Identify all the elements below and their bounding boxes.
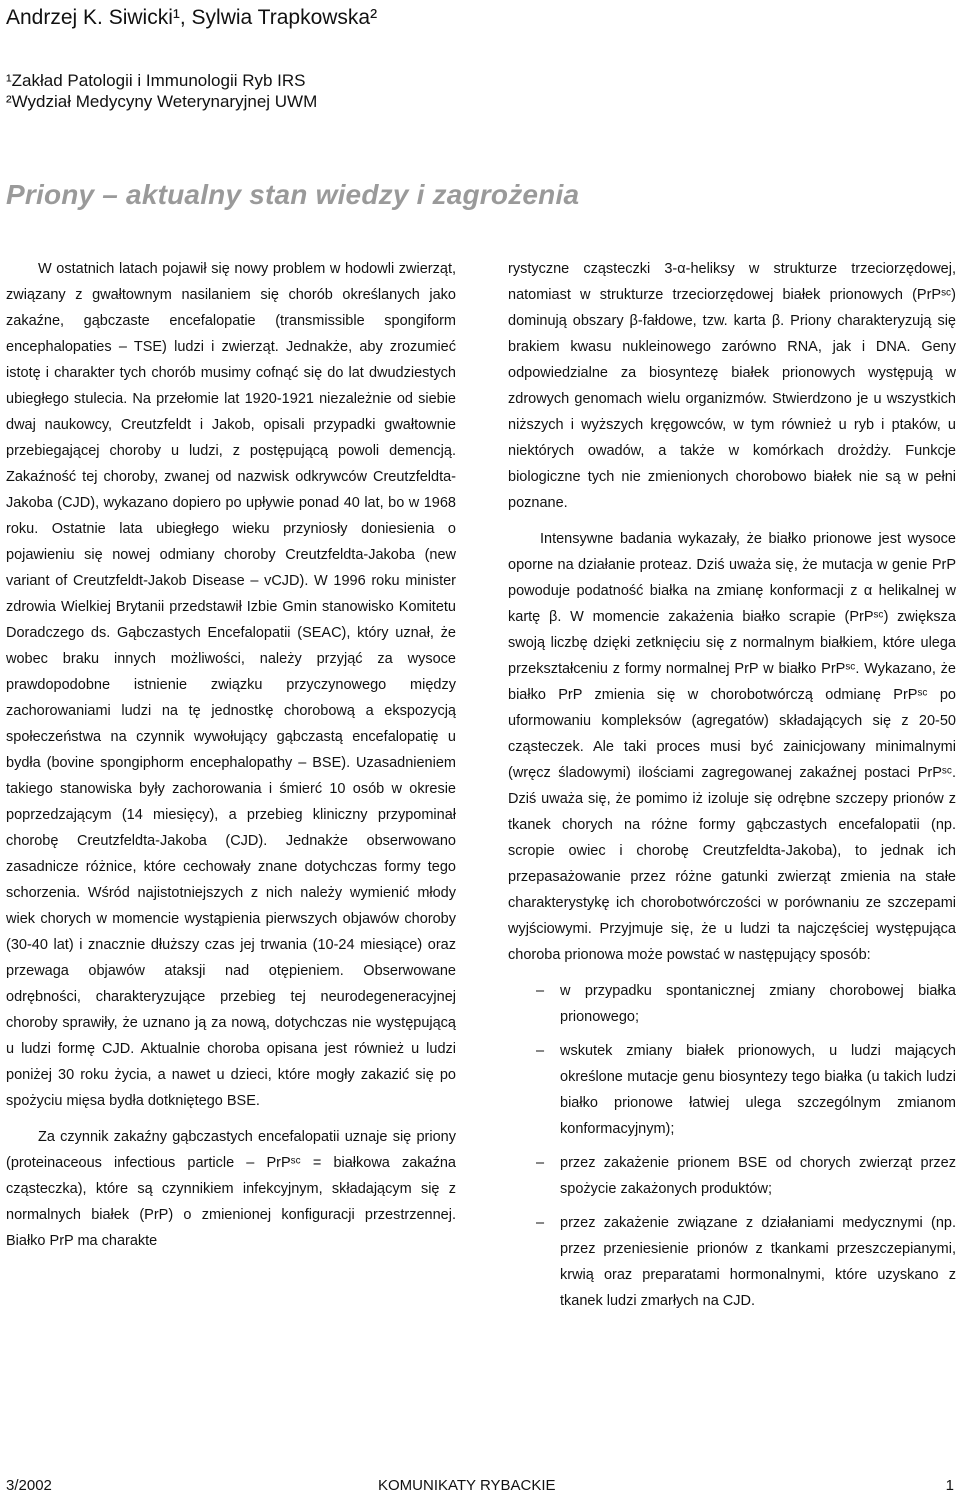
list-item [508,1150,956,1202]
dash-marker: – [536,1215,545,1231]
dash-marker: – [536,1043,545,1059]
list-item-text: przez zakażenie związane z działaniami medycznymi (np. przez przeniesienie prionów z tkankami przeszczepianymi, krwią oraz preparatami hormonalnymi, które uzyskano z tkanek ludzi zmarłych na CJD. [560,1215,956,1309]
affiliation-2: ²Wydział Medycyny Weterynaryjnej UWM [6,92,318,111]
list-item-text: wskutek zmiany białek prionowych, u ludzi mających określone mutacje genu biosyntezy tego białka (u takich ludzi białko prionowe łatwiej ulega szczególnym zmianom konformacyjnym); [560,1043,956,1137]
page-number: 1 [945,1477,954,1494]
issue-number: 3/2002 [6,1477,52,1494]
dash-marker: – [536,983,545,999]
paragraph: W ostatnich latach pojawił się nowy problem w hodowli zwierząt, związany z gwałtownym nasilaniem się chorób określanych jako zakaźne, gąbczaste encefalopatie (transmissible spongiform encephalopaties – TSE) ludzi i zwierząt. Jednakże, aby zrozumieć istotę i charakter tych chorób musimy cofnąć się do lat dwudziestych ubiegłego stulecia. Na przełomie lat 1920-1921 niezależnie od siebie dwaj naukowcy, Creutzfeldt i Jakob, opisali przypadki gwałtownie przebiegającej choroby u ludzi, z postępującą powoli demencją. Zakaźność tej choroby, zwanej od nazwisk odkrywców Creutzfeldta-Jakoba (CJD), wykazano dopiero po upływie ponad 40 lat, bo w 1968 roku. Ostatnie lata ubiegłego wieku przyniosły doniesienia o pojawieniu się nowej odmiany choroby Creutzfeldta-Jakoba (new variant of Creutzfeldt-Jakob Disease – vCJD). W 1996 roku minister zdrowia Wielkiej Brytanii przedstawił Izbie Gmin stanowisko Komitetu Doradczego ds. Gąbczastych Encefalopatii (SEAC), który uznał, że wobec braku innych możliwości, należy przyjąć za wysoce prawdopodobne istnienie związku przyczynowego między zachorowaniami ludzi na tę jednostkę chorobową a ekspozycją społeczeństwa na czynnik wywołujący gąbczastą encefalopatię u bydła (bovine spongiphorm encephalopathy – BSE). Uzasadnieniem takiego stanowiska były zachorowania i śmierć 10 osób w okresie poprzedzającym (14 miesięcy), a przebieg kliniczny przypominał chorobę Creutzfeldta-Jakoba (CJD). Jednakże obserwowano zasadnicze różnice, które cechowały znane dotychczas formy tego schorzenia. Wśród najistotniejszych z nich należy wymienić młody wiek chorych w momencie wystąpienia pierwszych objawów choroby (30-40 lat) i znacznie dłuższy czas jej trwania (10-24 miesiące) oraz przewaga objawów ataksji nad otępieniem. Obserwowane odrębności, charakteryzujące przebieg tej neurodegeneracyjnej choroby sprawiły, że uznano ją za nową, dotychczas nie występującą u ludzi formę CJD. Aktualnie choroba opisana jest również u ludzi poniżej 30 roku życia, a nawet u dzieci, które mogły zakazić się po spożyciu mięsa bydła dotkniętego BSE. [6,261,456,1109]
left-column [6,256,456,1254]
list-item-text: przez zakażenie prionem BSE od chorych zwierząt przez spożycie zakażonych produktów; [560,1155,956,1197]
journal-name: KOMUNIKATY RYBACKIE [378,1477,556,1494]
paragraph: Za czynnik zakaźny gąbczastych encefalopatii uznaje się priony (proteinaceous infectious particle – PrPˢᶜ = białkowa zakaźna cząsteczka), które są czynnikiem infekcyjnym, składającym się z normalnych białek (PrP) o zmienionej konfiguracji przestrzennej. Białko PrP ma charakte [6,1129,456,1249]
list-item-text: w przypadku spontanicznej zmiany chorobowej białka prionowego; [560,983,956,1025]
bullet-list [508,978,956,1314]
list-item [508,1038,956,1142]
right-column [508,256,956,1322]
article-title: Priony – aktualny stan wiedzy i zagrożenia [6,179,580,210]
dash-marker: – [536,1155,545,1171]
paragraph: rystyczne cząsteczki 3-α-heliksy w strukturze trzeciorzędowej, natomiast w strukturze trzeciorzędowej białek prionowych (PrPˢᶜ) dominują obszary β-fałdowe, tzw. karta β. Priony charakteryzują się brakiem kwasu nukleinowego zarówno RNA, jak i DNA. Geny odpowiedzialne za biosyntezę białek prionowych występują w zdrowych genomach wielu organizmów. Stwierdzono je u wszystkich niższych i wyższych kręgowców, w tym również u ryb i ptaków, u niektórych owadów, a także w komórkach drożdży. Funkcje biologiczne tych nie zmienionych chorobowo białek nie są w pełni poznane. [508,261,956,511]
authors: Andrzej K. Siwicki¹, Sylwia Trapkowska² [6,6,378,29]
paragraph: Intensywne badania wykazały, że białko prionowe jest wysoce oporne na działanie proteaz. Dziś uważa się, że mutacja w genie PrP powoduje podatność białka na zmianę konformacji z α helikalnej w kartę β. W momencie zakażenia białko scrapie (PrPˢᶜ) zwiększa swoją liczbę dzięki zetknięciu się z normalnym białkiem, które ulega przekształceniu z formy normalnej PrP w białko PrPˢᶜ. Wykazano, że białko PrP zmienia się w chorobotwórczą odmianę PrPˢᶜ po uformowaniu kompleksów (agregatów) składających się z 20-50 cząsteczek. Ale taki proces musi być zainicjowany minimalnymi (wręcz śladowymi) ilościami zagregowanej zakaźnej postaci PrPˢᶜ. Dziś uważa się, że pomimo iż izoluje się odrębne szczepy prionów z tkanek chorych na różne formy gąbczastych encefalopatii (np. scropie owiec i chorobę Creutzfeldta-Jakoba), to jednak ich przepasażowanie przez różne gatunki zwierząt zmienia na stałe charakterystykę ich chorobotwórczości w porównaniu ze szczepami wyjściowymi. Przyjmuje się, że u ludzi ta najczęściej występująca choroba prionowa może powstać w następujący sposób: [508,531,956,963]
list-item [508,1210,956,1314]
list-item [508,978,956,1030]
affiliations [6,70,317,112]
affiliation-1: ¹Zakład Patologii i Immunologii Ryb IRS [6,71,306,90]
